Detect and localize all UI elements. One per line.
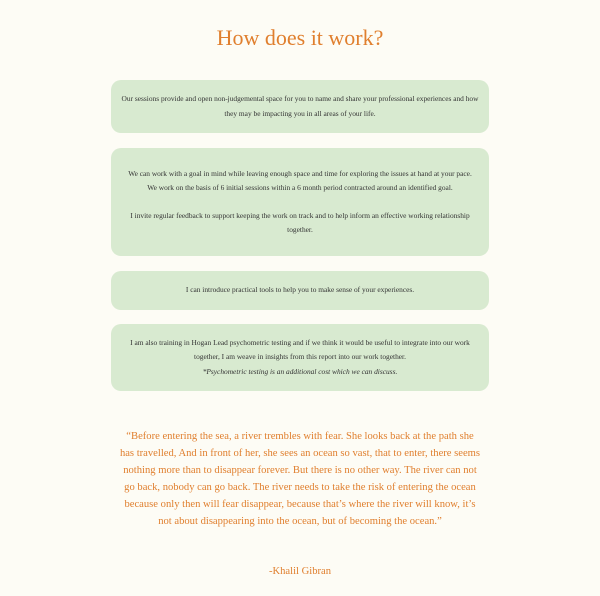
info-card-sessions	[111, 80, 489, 133]
page-title: How does it work?	[216, 25, 384, 50]
info-card-psychometric	[111, 324, 489, 391]
quote-author: -Khalil Gibran	[268, 566, 332, 577]
card-text: We can work with a goal in mind while leaving enough space and time for exploring the issues at hand at your pace.	[128, 169, 472, 179]
quote-text: “Before entering the sea, a river trembles with fear. She looks back at the path she has travelled, And in front of her, she sees an ocean so vast, that to enter, there seems nothing more than to disappear forever. But there is no other way. The river can not go back, nobody can go back. The river needs to take the risk of entering the ocean because only then will fear disappear, because that’s where the river will know, it’s not about disappearing into the ocean, but of becoming the ocean.”	[119, 431, 481, 527]
card-text: I am also training in Hogan Lead psychometric testing and if we think it would be useful to integrate into our work together, I am weave in insights from this report into our work together.	[130, 338, 470, 362]
info-card-tools	[111, 271, 489, 310]
info-card-goals	[111, 148, 489, 256]
card-text: We work on the basis of 6 initial sessions within a 6 month period contracted around an identified goal.	[147, 183, 453, 193]
card-text: Our sessions provide and open non-judgemental space for you to name and share your professional experiences and how they may be impacting you in all areas of your life.	[121, 94, 479, 118]
card-footnote: *Psychometric testing is an additional cost which we can discuss.	[202, 366, 398, 376]
card-text: I can introduce practical tools to help you to make sense of your experiences.	[185, 285, 415, 295]
card-text: I invite regular feedback to support keeping the work on track and to help inform an effective working relationship together.	[130, 210, 470, 234]
